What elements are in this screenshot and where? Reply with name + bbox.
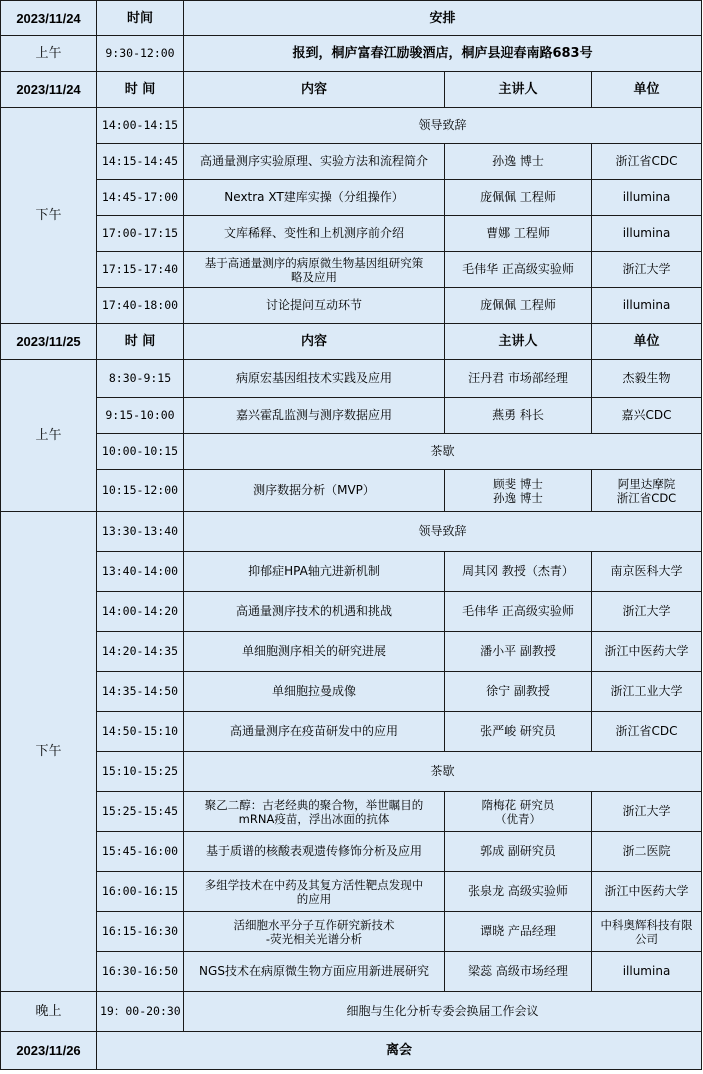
session-row (1, 144, 702, 180)
session-time: 14:00-14:15 (97, 108, 184, 144)
session-speaker: 梁蕊 高级市场经理 (445, 952, 592, 992)
session-unit: 南京医科大学 (592, 552, 702, 592)
session-time: 15:25-15:45 (97, 792, 184, 832)
session-content: 高通量测序技术的机遇和挑战 (184, 592, 445, 632)
session-content: 基于质谱的核酸表观遗传修饰分析及应用 (184, 832, 445, 872)
session-time: 14:15-14:45 (97, 144, 184, 180)
session-row (1, 434, 702, 470)
session-speaker: 张严峻 研究员 (445, 712, 592, 752)
session-row (1, 752, 702, 792)
column-header-unit: 单位 (592, 72, 702, 108)
column-header-unit: 单位 (592, 324, 702, 360)
title-row (1, 1, 702, 36)
day-date-cell: 2023/11/25 (1, 324, 97, 360)
session-content-span: 茶歇 (184, 434, 702, 470)
session-unit: 嘉兴CDC (592, 398, 702, 434)
session-speaker: 庞佩佩 工程师 (445, 180, 592, 216)
session-content: 高通量测序在疫苗研发中的应用 (184, 712, 445, 752)
session-time: 17:00-17:15 (97, 216, 184, 252)
session-unit: 中科奥辉科技有限 公司 (592, 912, 702, 952)
session-row (1, 832, 702, 872)
session-time: 14:20-14:35 (97, 632, 184, 672)
session-row (1, 872, 702, 912)
session-unit: 浙江大学 (592, 792, 702, 832)
period-label: 下午 (1, 512, 97, 992)
day-header-row (1, 324, 702, 360)
session-speaker: 谭晓 产品经理 (445, 912, 592, 952)
session-time: 14:35-14:50 (97, 672, 184, 712)
session-row (1, 912, 702, 952)
departure-row (1, 1032, 702, 1070)
session-time: 16:30-16:50 (97, 952, 184, 992)
session-speaker: 张泉龙 高级实验师 (445, 872, 592, 912)
day-date-cell: 2023/11/24 (1, 72, 97, 108)
column-header-speaker: 主讲人 (445, 72, 592, 108)
session-time: 14:45-17:00 (97, 180, 184, 216)
session-unit: 浙江中医药大学 (592, 872, 702, 912)
session-speaker: 汪丹君 市场部经理 (445, 360, 592, 398)
session-row (1, 288, 702, 324)
session-content-span: 细胞与生化分析专委会换届工作会议 (184, 992, 702, 1032)
session-row (1, 592, 702, 632)
session-unit: 浙江省CDC (592, 712, 702, 752)
column-header-time: 时 间 (97, 72, 184, 108)
registration-period: 上午 (1, 36, 97, 72)
session-content-span: 领导致辞 (184, 512, 702, 552)
session-content: 单细胞测序相关的研究进展 (184, 632, 445, 672)
session-content: 基于高通量测序的病原微生物基因组研究策 略及应用 (184, 252, 445, 288)
registration-note: 报到，桐庐富春江励骏酒店，桐庐县迎春南路683号 (184, 36, 702, 72)
session-unit: 浙江省CDC (592, 144, 702, 180)
session-content: 抑郁症HPA轴亢进新机制 (184, 552, 445, 592)
session-content: 测序数据分析（MVP） (184, 470, 445, 512)
session-row (1, 216, 702, 252)
session-unit: 浙江中医药大学 (592, 632, 702, 672)
session-row (1, 992, 702, 1032)
session-time: 17:15-17:40 (97, 252, 184, 288)
session-time: 10:15-12:00 (97, 470, 184, 512)
session-row (1, 792, 702, 832)
session-time: 14:00-14:20 (97, 592, 184, 632)
session-speaker: 毛伟华 正高级实验师 (445, 252, 592, 288)
session-content: 多组学技术在中药及其复方活性靶点发现中 的应用 (184, 872, 445, 912)
session-content: 嘉兴霍乱监测与测序数据应用 (184, 398, 445, 434)
session-time: 15:10-15:25 (97, 752, 184, 792)
session-unit: 浙江工业大学 (592, 672, 702, 712)
column-header-content: 内容 (184, 72, 445, 108)
session-time: 15:45-16:00 (97, 832, 184, 872)
session-unit: 浙二医院 (592, 832, 702, 872)
session-unit: illumina (592, 180, 702, 216)
title-time-label: 时间 (97, 1, 184, 36)
departure-note: 离会 (97, 1032, 702, 1070)
column-header-time: 时 间 (97, 324, 184, 360)
registration-row (1, 36, 702, 72)
session-unit: illumina (592, 216, 702, 252)
session-time: 10:00-10:15 (97, 434, 184, 470)
session-row (1, 180, 702, 216)
session-speaker: 曹娜 工程师 (445, 216, 592, 252)
session-row (1, 470, 702, 512)
session-content: 聚乙二醇：古老经典的聚合物，举世瞩目的 mRNA疫苗，浮出冰面的抗体 (184, 792, 445, 832)
session-speaker: 毛伟华 正高级实验师 (445, 592, 592, 632)
session-time: 13:40-14:00 (97, 552, 184, 592)
session-speaker: 徐宁 副教授 (445, 672, 592, 712)
session-time: 16:15-16:30 (97, 912, 184, 952)
session-time: 9:15-10:00 (97, 398, 184, 434)
session-speaker: 燕勇 科长 (445, 398, 592, 434)
schedule-body (1, 1, 702, 1070)
session-speaker: 周其冈 教授（杰青） (445, 552, 592, 592)
session-time: 14:50-15:10 (97, 712, 184, 752)
session-unit: 浙江大学 (592, 592, 702, 632)
session-unit: 阿里达摩院 浙江省CDC (592, 470, 702, 512)
session-content: 活细胞水平分子互作研究新技术 -荧光相关光谱分析 (184, 912, 445, 952)
session-time: 13:30-13:40 (97, 512, 184, 552)
title-date-cell: 2023/11/24 (1, 1, 97, 36)
session-speaker: 庞佩佩 工程师 (445, 288, 592, 324)
session-content-span: 茶歇 (184, 752, 702, 792)
column-header-speaker: 主讲人 (445, 324, 592, 360)
session-row (1, 108, 702, 144)
session-time: 16:00-16:15 (97, 872, 184, 912)
session-row (1, 712, 702, 752)
session-speaker: 顾斐 博士 孙逸 博士 (445, 470, 592, 512)
period-label: 下午 (1, 108, 97, 324)
session-time: 17:40-18:00 (97, 288, 184, 324)
registration-time: 9:30-12:00 (97, 36, 184, 72)
day-header-row (1, 72, 702, 108)
session-content-span: 领导致辞 (184, 108, 702, 144)
session-row (1, 632, 702, 672)
session-time: 19：00-20:30 (97, 992, 184, 1032)
session-row (1, 672, 702, 712)
session-content: 单细胞拉曼成像 (184, 672, 445, 712)
period-label: 晚上 (1, 992, 97, 1032)
session-content: 病原宏基因组技术实践及应用 (184, 360, 445, 398)
session-speaker: 隋梅花 研究员 （优青） (445, 792, 592, 832)
session-row (1, 360, 702, 398)
session-content: 高通量测序实验原理、实验方法和流程简介 (184, 144, 445, 180)
session-content: NGS技术在病原微生物方面应用新进展研究 (184, 952, 445, 992)
session-unit: illumina (592, 288, 702, 324)
session-speaker: 郭成 副研究员 (445, 832, 592, 872)
column-header-content: 内容 (184, 324, 445, 360)
session-speaker: 孙逸 博士 (445, 144, 592, 180)
session-row (1, 952, 702, 992)
session-row (1, 552, 702, 592)
session-row (1, 512, 702, 552)
departure-date: 2023/11/26 (1, 1032, 97, 1070)
session-row (1, 252, 702, 288)
session-content: 讨论提问互动环节 (184, 288, 445, 324)
session-unit: illumina (592, 952, 702, 992)
title-arrangement-label: 安排 (184, 1, 702, 36)
session-time: 8:30-9:15 (97, 360, 184, 398)
session-content: Nextra XT建库实操（分组操作） (184, 180, 445, 216)
session-unit: 杰毅生物 (592, 360, 702, 398)
session-content: 文库稀释、变性和上机测序前介绍 (184, 216, 445, 252)
session-row (1, 398, 702, 434)
period-label: 上午 (1, 360, 97, 512)
session-speaker: 潘小平 副教授 (445, 632, 592, 672)
session-unit: 浙江大学 (592, 252, 702, 288)
